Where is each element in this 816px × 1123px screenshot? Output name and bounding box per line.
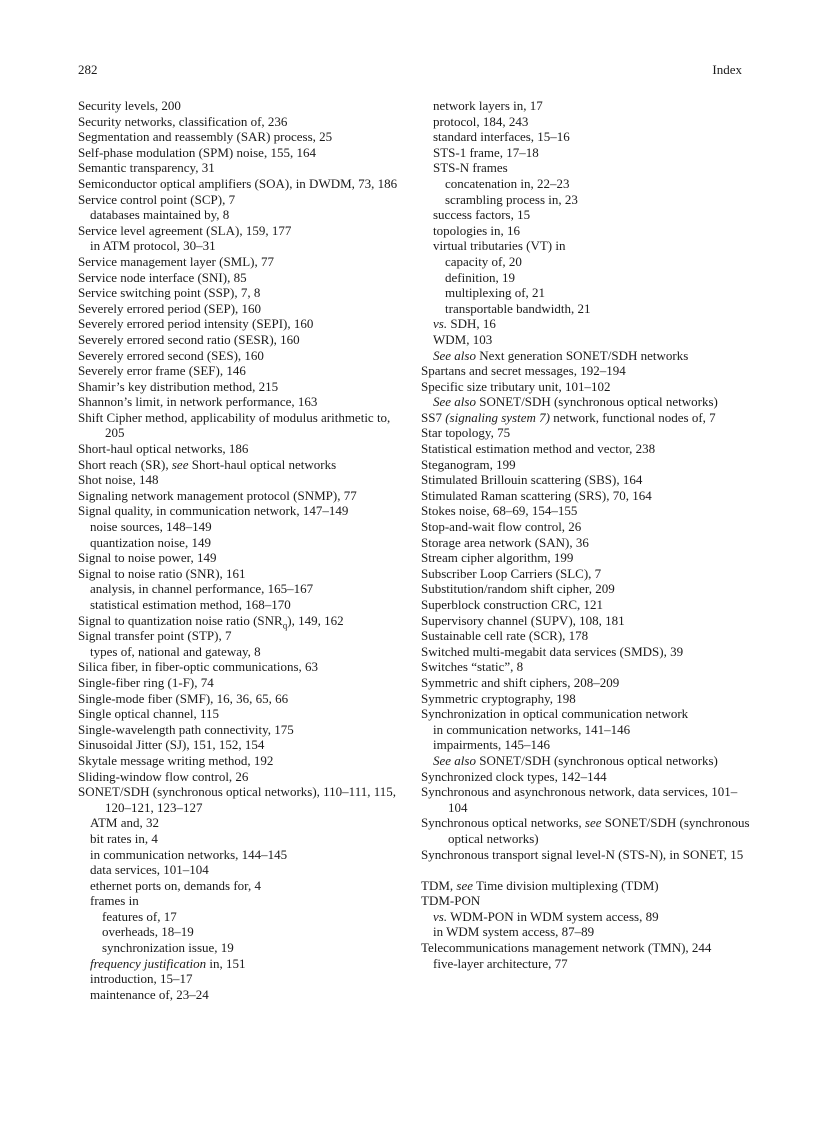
index-entry-text: features of, 17 [102, 908, 177, 924]
index-entry-text: Time division multiplexing (TDM) [473, 877, 659, 893]
index-entry-text: maintenance of, 23–24 [90, 986, 209, 1002]
index-subentry [421, 301, 751, 317]
index-subentry [421, 98, 751, 114]
index-entry [421, 613, 751, 629]
index-entry [421, 410, 751, 426]
index-column-left [78, 98, 408, 1002]
index-entry-text: Severely errored second (SES), 160 [78, 347, 264, 363]
index-entry-text: Service control point (SCP), 7 [78, 191, 236, 207]
index-entry-text: concatenation in, 22–23 [445, 175, 570, 191]
index-entry-text: Shamir’s key distribution method, 215 [78, 378, 279, 394]
index-entry [421, 441, 751, 457]
index-entry-text: WDM, 103 [433, 331, 493, 347]
index-entry-text: in WDM system access, 87–89 [433, 924, 595, 940]
index-entry-text: in, 151 [206, 955, 246, 971]
index-entry [78, 379, 408, 395]
index-entry [78, 410, 408, 441]
index-entry-text: Subscriber Loop Carriers (SLC), 7 [421, 565, 602, 581]
page-number: 282 [78, 62, 98, 77]
index-entry-text: Service level agreement (SLA), 159, 177 [78, 222, 292, 238]
index-entry [78, 363, 408, 379]
index-subentry [78, 924, 408, 940]
index-entry-text: frames in [90, 893, 139, 909]
index-entry-text: STS-1 frame, 17–18 [433, 144, 539, 160]
index-entry-text: Synchronized clock types, 142–144 [421, 768, 607, 784]
index-subentry [421, 160, 751, 176]
index-entry-text: SDH, 16 [447, 316, 496, 332]
index-entry-text: Shift Cipher method, applicability of modulus arithmetic to, 205 [78, 409, 391, 441]
index-entry-text: Signal to noise ratio (SNR), 161 [78, 565, 246, 581]
index-entry-text: Single-fiber ring (1-F), 74 [78, 674, 214, 690]
index-entry [421, 878, 751, 894]
index-subentry [78, 847, 408, 863]
index-subentry [78, 940, 408, 956]
index-entry [421, 675, 751, 691]
index-entry-text: impairments, 145–146 [433, 737, 550, 753]
index-entry-text: See also [433, 394, 476, 410]
index-entry [421, 457, 751, 473]
index-entry [421, 379, 751, 395]
index-entry-text: Severely error frame (SEF), 146 [78, 363, 246, 379]
index-entry-text: SONET/SDH (synchronous optical networks), 110–111, 115, 120–121, 123–127 [78, 784, 396, 815]
index-entry-text: introduction, 15–17 [90, 971, 193, 987]
index-entry-text: Silica fiber, in fiber-optic communications, 63 [78, 659, 319, 675]
index-subentry [421, 238, 751, 254]
index-subentry [78, 987, 408, 1003]
index-entry-text: Substitution/random shift cipher, 209 [421, 581, 615, 597]
index-entry-text: Superblock construction CRC, 121 [421, 597, 603, 612]
index-entry-text: ATM and, 32 [90, 815, 159, 831]
index-entry [78, 488, 408, 504]
index-subentry [421, 223, 751, 239]
index-entry [78, 160, 408, 176]
index-entry-text: SONET/SDH (synchronous optical networks) [448, 815, 750, 846]
index-entry-text: Next generation SONET/SDH networks [475, 347, 689, 363]
index-entry-text: Statistical estimation method and vector, 238 [421, 441, 656, 457]
index-entry-text: quantization noise, 149 [90, 534, 211, 550]
index-entry-text: Supervisory channel (SUPV), 108, 181 [421, 612, 625, 628]
index-entry-text: topologies in, 16 [433, 222, 521, 238]
index-entry [78, 457, 408, 473]
index-subentry [421, 207, 751, 223]
index-subentry [78, 238, 408, 254]
index-entry [78, 316, 408, 332]
index-subentry [421, 956, 751, 972]
index-entry-text: databases maintained by, 8 [90, 207, 230, 223]
index-entry [421, 519, 751, 535]
index-entry-text: see [584, 815, 602, 831]
index-subentry [78, 535, 408, 551]
index-entry [78, 223, 408, 239]
index-entry [78, 145, 408, 161]
index-entry [78, 503, 408, 519]
index-entry-text: SONET/SDH (synchronous optical networks) [475, 752, 718, 768]
index-subentry [78, 644, 408, 660]
index-subentry [78, 519, 408, 535]
index-entry [421, 363, 751, 379]
index-entry-text: Skytale message writing method, 192 [78, 752, 274, 768]
index-entry [78, 129, 408, 145]
index-entry-text: See also [433, 347, 476, 363]
index-entry [421, 425, 751, 441]
index-entry-text: Sliding-window flow control, 26 [78, 768, 249, 784]
index-entry-text: Shannon’s limit, in network performance, 163 [78, 394, 318, 410]
index-entry [421, 566, 751, 582]
index-section-gap [421, 862, 751, 878]
index-entry [78, 472, 408, 488]
index-entry [78, 691, 408, 707]
index-entry [78, 769, 408, 785]
index-entry-text: Service switching point (SSP), 7, 8 [78, 285, 261, 301]
index-entry-text: STS-N frames [433, 160, 508, 176]
index-entry-text: TDM-PON [421, 893, 481, 909]
index-entry-text: noise sources, 148–149 [90, 519, 212, 535]
index-entry-text: Stokes noise, 68–69, 154–155 [421, 503, 578, 519]
index-subentry [421, 192, 751, 208]
index-entry-text: q [282, 620, 288, 631]
index-entry-text: ), 149, 162 [287, 612, 344, 628]
index-subentry [78, 893, 408, 909]
index-subentry [78, 878, 408, 894]
index-entry-text: ethernet ports on, demands for, 4 [90, 877, 261, 893]
index-entry [78, 675, 408, 691]
index-entry-text: Severely errored second ratio (SESR), 160 [78, 331, 300, 347]
index-entry-text: Security networks, classification of, 236 [78, 113, 288, 129]
index-entry-text: Security levels, 200 [78, 98, 181, 113]
index-entry-text: Signal to quantization noise ratio (SNR [78, 612, 283, 628]
index-entry-text: Stimulated Brillouin scattering (SBS), 164 [421, 472, 643, 488]
index-entry-text: network layers in, 17 [433, 98, 543, 113]
index-entry [78, 659, 408, 675]
index-entry-text: statistical estimation method, 168–170 [90, 597, 291, 612]
index-entry-text: Self-phase modulation (SPM) noise, 155, 164 [78, 144, 316, 160]
index-entry-text: (signaling system 7) [445, 409, 550, 425]
index-entry-text: Severely errored period intensity (SEPI), 160 [78, 316, 314, 332]
index-subentry [78, 971, 408, 987]
index-entry-text: Switches “static”, 8 [421, 659, 524, 675]
index-entry-text: Short-haul optical networks, 186 [78, 441, 249, 457]
index-entry [78, 566, 408, 582]
running-head: Index [712, 62, 742, 77]
index-entry-text: see [171, 456, 189, 472]
index-subentry [421, 285, 751, 301]
index-entry [78, 254, 408, 270]
index-entry [78, 441, 408, 457]
index-entry-text: SONET/SDH (synchronous optical networks) [475, 394, 718, 410]
index-entry [78, 98, 408, 114]
index-entry-text: Segmentation and reassembly (SAR) process, 25 [78, 129, 333, 145]
index-entry [78, 285, 408, 301]
index-entry [421, 815, 751, 846]
index-entry [421, 784, 751, 815]
index-subentry [421, 394, 751, 410]
index-entry [78, 332, 408, 348]
index-subentry [421, 114, 751, 130]
index-entry-text: transportable bandwidth, 21 [445, 300, 591, 316]
index-subentry [421, 176, 751, 192]
index-entry [421, 503, 751, 519]
index-entry [78, 550, 408, 566]
index-subentry [78, 207, 408, 223]
index-entry [421, 488, 751, 504]
index-entry-text: Stream cipher algorithm, 199 [421, 550, 574, 566]
index-entry-text: definition, 19 [445, 269, 516, 285]
index-subentry [421, 254, 751, 270]
index-entry [78, 722, 408, 738]
index-entry [78, 114, 408, 130]
index-entry-text: success factors, 15 [433, 207, 531, 223]
index-subentry [421, 753, 751, 769]
index-subentry [421, 145, 751, 161]
index-entry [78, 737, 408, 753]
index-entry [421, 597, 751, 613]
index-entry-text: Specific size tributary unit, 101–102 [421, 378, 611, 394]
index-entry-text: WDM-PON in WDM system access, 89 [447, 908, 659, 924]
index-entry [78, 176, 408, 192]
index-subentry [78, 909, 408, 925]
index-entry-text: vs. [433, 316, 448, 332]
index-entry-text: Signal quality, in communication network, 147–149 [78, 503, 349, 519]
index-entry-text: Sustainable cell rate (SCR), 178 [421, 628, 589, 644]
index-subentry [421, 722, 751, 738]
index-entry [78, 628, 408, 644]
index-entry [78, 394, 408, 410]
index-subentry [421, 270, 751, 286]
index-entry [421, 769, 751, 785]
index-entry-text: Storage area network (SAN), 36 [421, 534, 589, 550]
index-entry [78, 706, 408, 722]
index-entry-text: Short reach (SR), [78, 456, 172, 472]
index-entry [421, 644, 751, 660]
index-entry-text: Single-wavelength path connectivity, 175 [78, 721, 294, 737]
index-entry-text: Synchronous transport signal level-N (STS-N), in SONET, 15 [421, 846, 744, 862]
index-entry-text: analysis, in channel performance, 165–167 [90, 581, 314, 597]
index-entry-text: Switched multi-megabit data services (SMDS), 39 [421, 643, 684, 659]
index-entry [421, 691, 751, 707]
index-entry-text: vs. [433, 908, 448, 924]
index-column-right [421, 98, 751, 971]
index-entry [78, 192, 408, 208]
index-entry-text: Symmetric cryptography, 198 [421, 690, 576, 706]
index-entry-text: Signal transfer point (STP), 7 [78, 628, 232, 644]
index-subentry [421, 332, 751, 348]
index-entry-text: Stimulated Raman scattering (SRS), 70, 164 [421, 487, 652, 503]
index-entry-text: network, functional nodes of, 7 [549, 409, 716, 425]
index-entry [78, 301, 408, 317]
index-entry [421, 550, 751, 566]
index-subentry [78, 956, 408, 972]
index-entry-text: Synchronization in optical communication network [421, 706, 689, 722]
index-entry-text: bit rates in, 4 [90, 830, 158, 846]
index-entry [421, 581, 751, 597]
index-entry-text: data services, 101–104 [90, 862, 209, 878]
index-entry-text: Telecommunications management network (TMN), 244 [421, 940, 712, 956]
index-entry-text: Signal to noise power, 149 [78, 550, 217, 566]
index-entry-text: in ATM protocol, 30–31 [90, 238, 216, 254]
index-entry-text: Shot noise, 148 [78, 472, 159, 488]
index-entry-text: TDM, [421, 877, 457, 893]
index-entry [421, 535, 751, 551]
index-entry [421, 472, 751, 488]
index-entry [78, 613, 408, 629]
index-entry [78, 784, 408, 815]
index-entry-text: scrambling process in, 23 [445, 191, 578, 207]
index-entry-text: Short-haul optical networks [188, 456, 337, 472]
index-entry [78, 348, 408, 364]
index-entry-text: Single optical channel, 115 [78, 706, 220, 722]
index-subentry [421, 316, 751, 332]
index-subentry [421, 909, 751, 925]
index-subentry [78, 831, 408, 847]
index-entry-text: in communication networks, 141–146 [433, 721, 631, 737]
index-subentry [78, 597, 408, 613]
index-entry-text: Spartans and secret messages, 192–194 [421, 363, 626, 379]
index-subentry [78, 581, 408, 597]
index-entry-text: virtual tributaries (VT) in [433, 238, 566, 254]
index-entry [421, 847, 751, 863]
index-entry-text: overheads, 18–19 [102, 924, 194, 940]
index-entry-text: Star topology, 75 [421, 425, 511, 441]
index-entry-text: Sinusoidal Jitter (SJ), 151, 152, 154 [78, 737, 265, 753]
index-subentry [421, 129, 751, 145]
index-entry-text: Severely errored period (SEP), 160 [78, 300, 262, 316]
index-entry-text: types of, national and gateway, 8 [90, 643, 261, 659]
index-entry-text: see [456, 877, 473, 893]
index-entry-text: Semantic transparency, 31 [78, 160, 215, 176]
index-subentry [78, 862, 408, 878]
index-entry-text: Synchronous optical networks, [421, 815, 585, 831]
index-entry [78, 270, 408, 286]
index-entry-text: Steganogram, 199 [421, 456, 516, 472]
index-entry-text: SS7 [421, 409, 446, 425]
index-entry-text: synchronization issue, 19 [102, 940, 234, 956]
index-subentry [421, 737, 751, 753]
index-entry-text: Signaling network management protocol (SNMP), 77 [78, 487, 357, 503]
index-entry-text: Semiconductor optical amplifiers (SOA), in DWDM, 73, 186 [78, 175, 398, 191]
index-entry-text: Service node interface (SNI), 85 [78, 269, 247, 285]
index-entry [421, 659, 751, 675]
index-entry [421, 628, 751, 644]
index-entry-text: in communication networks, 144–145 [90, 846, 288, 862]
index-entry [78, 753, 408, 769]
index-entry-text: Symmetric and shift ciphers, 208–209 [421, 674, 620, 690]
index-entry-text: protocol, 184, 243 [433, 113, 529, 129]
index-subentry [421, 348, 751, 364]
index-entry-text: standard interfaces, 15–16 [433, 129, 570, 145]
index-entry-text: multiplexing of, 21 [445, 285, 546, 301]
index-entry-text: See also [433, 752, 476, 768]
index-entry-text: five-layer architecture, 77 [433, 955, 568, 971]
index-subentry [78, 815, 408, 831]
index-entry-text: capacity of, 20 [445, 253, 522, 269]
index-entry-text: Service management layer (SML), 77 [78, 253, 275, 269]
index-entry-text: Synchronous and asynchronous network, data services, 101–104 [421, 784, 738, 815]
index-entry [421, 706, 751, 722]
index-entry [421, 940, 751, 956]
index-entry-text: Single-mode fiber (SMF), 16, 36, 65, 66 [78, 690, 289, 706]
index-subentry [421, 924, 751, 940]
index-entry [421, 893, 751, 909]
index-entry-text: Stop-and-wait flow control, 26 [421, 519, 582, 535]
index-entry-text: frequency justification [90, 955, 207, 971]
